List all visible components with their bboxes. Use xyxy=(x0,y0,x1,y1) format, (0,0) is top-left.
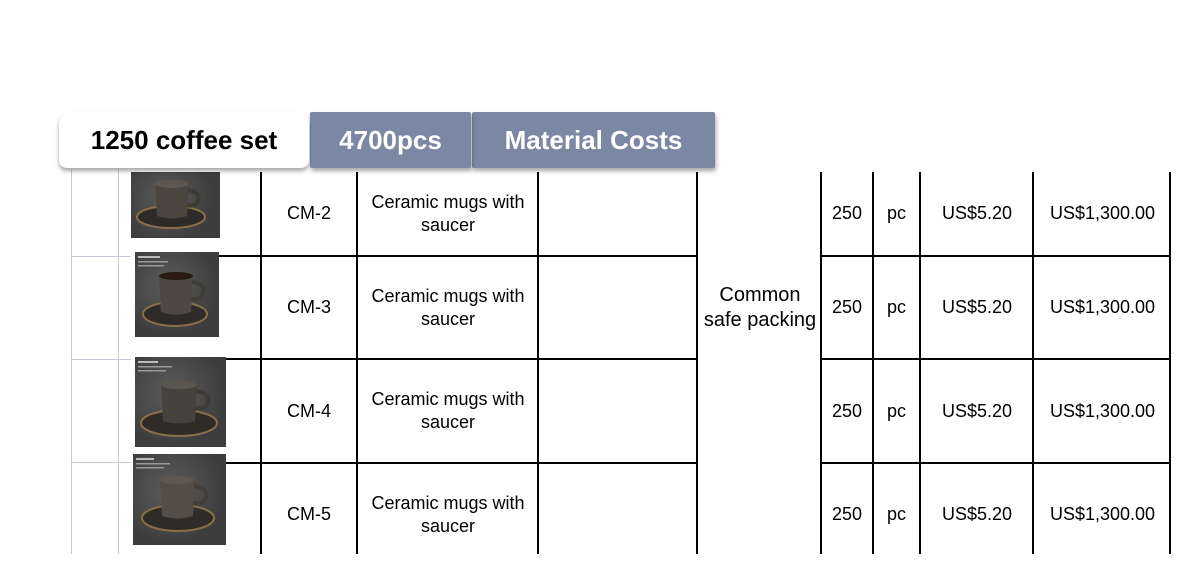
packing-line-2: safe packing xyxy=(703,309,817,331)
grid-line xyxy=(71,462,131,463)
coffee-mug-photo xyxy=(135,357,226,447)
item-total: US$1,300.00 xyxy=(1049,203,1156,223)
column-divider xyxy=(696,172,698,554)
item-description: Ceramic mugs with saucer xyxy=(371,191,525,235)
item-code: CM-3 xyxy=(287,297,331,317)
item-quantity: 250 xyxy=(831,203,863,223)
item-unit-price: US$5.20 xyxy=(941,504,1013,524)
packing-cell xyxy=(698,282,822,334)
packing-line-1: Common xyxy=(719,284,801,306)
tab-material-costs[interactable]: Material Costs xyxy=(472,112,715,168)
item-unit: pc xyxy=(886,297,906,317)
tab-quantity[interactable]: 4700pcs xyxy=(310,112,471,168)
grid-line xyxy=(71,169,72,554)
item-quantity: 250 xyxy=(831,400,863,421)
item-description: Ceramic mugs with saucer xyxy=(371,389,525,432)
item-unit: pc xyxy=(886,203,906,223)
tab-coffee-set[interactable]: 1250 coffee set xyxy=(59,112,309,168)
grid-line xyxy=(118,169,119,554)
item-total: US$1,300.00 xyxy=(1049,297,1156,317)
item-unit-price: US$5.20 xyxy=(941,203,1013,223)
item-unit: pc xyxy=(886,400,906,421)
item-code: CM-4 xyxy=(287,400,331,421)
coffee-mug-photo xyxy=(135,252,219,337)
grid-line xyxy=(71,256,131,257)
item-code: CM-2 xyxy=(287,203,331,223)
item-unit: pc xyxy=(886,504,906,524)
coffee-mug-photo xyxy=(131,172,220,238)
item-quantity: 250 xyxy=(831,504,863,524)
item-unit-price: US$5.20 xyxy=(941,400,1013,421)
item-description: Ceramic mugs with saucer xyxy=(371,285,525,329)
item-code: CM-5 xyxy=(287,504,331,524)
item-total: US$1,300.00 xyxy=(1049,504,1156,524)
coffee-mug-photo xyxy=(133,454,226,545)
tab-bar xyxy=(59,112,719,169)
item-total: US$1,300.00 xyxy=(1049,400,1156,421)
grid-line xyxy=(71,359,131,360)
item-description: Ceramic mugs with saucer xyxy=(371,492,525,536)
item-unit-price: US$5.20 xyxy=(941,297,1013,317)
item-quantity: 250 xyxy=(831,297,863,317)
